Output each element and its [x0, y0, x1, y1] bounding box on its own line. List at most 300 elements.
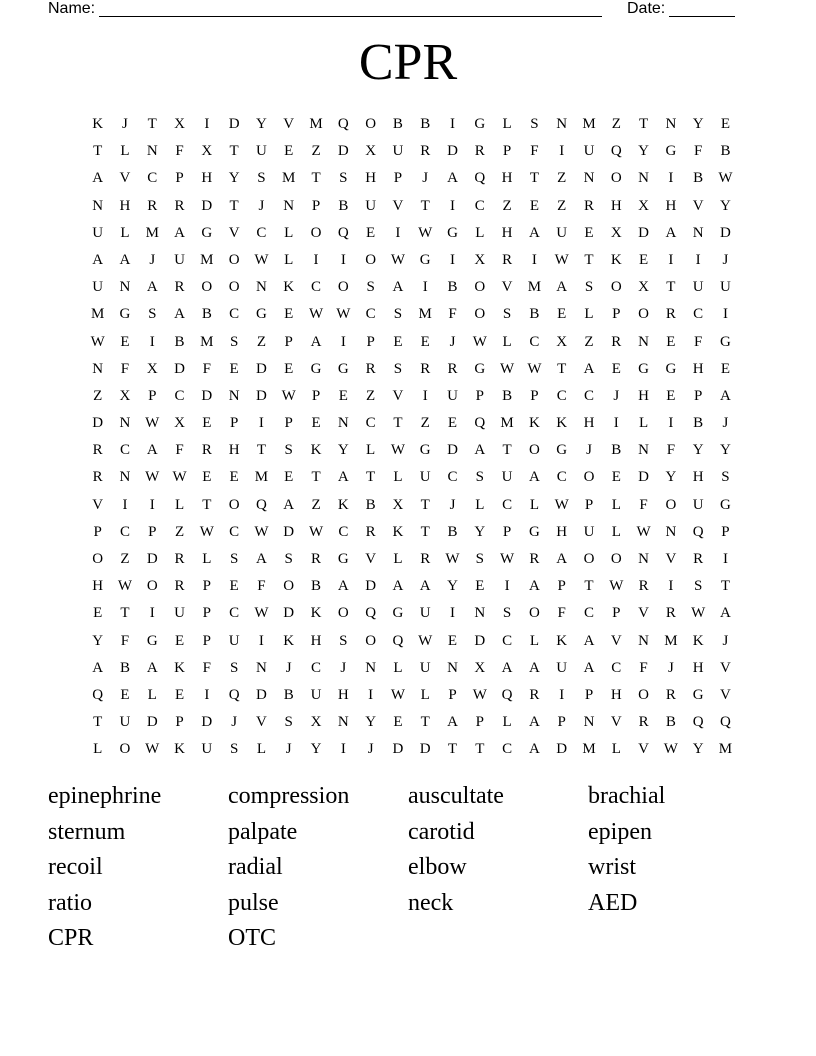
grid-letter[interactable]: W	[609, 578, 624, 595]
grid-letter[interactable]: S	[339, 170, 348, 187]
grid-letter[interactable]: A	[528, 578, 540, 595]
grid-letter[interactable]: V	[365, 551, 377, 567]
grid-letter[interactable]: C	[502, 741, 513, 758]
grid-letter[interactable]: Z	[366, 387, 376, 404]
grid-letter[interactable]: E	[366, 224, 376, 241]
grid-letter[interactable]: R	[201, 442, 212, 459]
grid-letter[interactable]: Y	[365, 714, 377, 731]
grid-letter[interactable]: Z	[502, 197, 512, 214]
grid-letter[interactable]: D	[556, 741, 568, 758]
grid-letter[interactable]: H	[583, 415, 595, 432]
grid-letter[interactable]: B	[420, 116, 431, 132]
grid-letter[interactable]: J	[613, 387, 620, 404]
grid-letter[interactable]: E	[420, 333, 430, 350]
grid-letter[interactable]: U	[556, 659, 568, 676]
grid-letter[interactable]: Q	[337, 224, 349, 241]
grid-letter[interactable]: V	[638, 741, 649, 758]
grid-letter[interactable]: T	[311, 469, 321, 486]
grid-letter[interactable]: A	[583, 632, 595, 649]
grid-letter[interactable]: C	[311, 659, 322, 676]
grid-letter[interactable]: J	[722, 251, 729, 268]
grid-letter[interactable]: T	[720, 578, 731, 595]
grid-letter[interactable]: E	[666, 333, 676, 350]
grid-letter[interactable]: P	[393, 170, 403, 187]
grid-letter[interactable]: U	[419, 469, 431, 486]
grid-letter[interactable]: O	[92, 551, 104, 567]
grid-letter[interactable]: W	[254, 605, 269, 622]
grid-letter[interactable]: A	[174, 224, 185, 241]
grid-letter[interactable]: E	[284, 306, 294, 323]
grid-letter[interactable]: Q	[720, 714, 731, 731]
grid-letter[interactable]: H	[92, 578, 104, 595]
grid-letter[interactable]: E	[393, 714, 403, 731]
grid-letter[interactable]: V	[92, 496, 104, 513]
grid-letter[interactable]: R	[420, 551, 431, 567]
grid-letter[interactable]: T	[475, 741, 485, 758]
grid-letter[interactable]: E	[311, 415, 321, 432]
grid-letter[interactable]: U	[583, 143, 595, 160]
grid-letter[interactable]: W	[691, 605, 706, 622]
grid-letter[interactable]: N	[146, 143, 158, 160]
grid-letter[interactable]: A	[583, 360, 595, 377]
grid-letter[interactable]: B	[693, 170, 704, 187]
grid-letter[interactable]: Q	[228, 686, 240, 703]
grid-letter[interactable]: B	[119, 659, 130, 676]
grid-letter[interactable]: O	[365, 251, 377, 268]
grid-letter[interactable]: H	[692, 659, 704, 676]
grid-letter[interactable]: G	[692, 686, 704, 703]
grid-letter[interactable]: W	[308, 523, 324, 540]
grid-letter[interactable]: M	[664, 632, 678, 649]
grid-letter[interactable]: X	[146, 360, 158, 377]
grid-letter[interactable]: Z	[93, 387, 103, 404]
grid-letter[interactable]: P	[202, 605, 211, 622]
grid-letter[interactable]: S	[284, 442, 293, 459]
grid-letter[interactable]: F	[175, 143, 184, 160]
grid-letter[interactable]: H	[610, 197, 622, 214]
grid-letter[interactable]: R	[529, 551, 540, 567]
grid-letter[interactable]: L	[611, 496, 621, 513]
grid-letter[interactable]: F	[530, 143, 539, 160]
grid-letter[interactable]: C	[447, 469, 458, 486]
grid-letter[interactable]: A	[447, 714, 458, 731]
grid-letter[interactable]: N	[92, 360, 104, 377]
grid-letter[interactable]: S	[229, 659, 239, 676]
grid-letter[interactable]: Z	[256, 333, 267, 350]
grid-letter[interactable]: V	[610, 632, 622, 649]
grid-letter[interactable]: V	[392, 387, 404, 404]
grid-letter[interactable]: J	[367, 741, 374, 758]
grid-letter[interactable]: E	[475, 578, 485, 595]
grid-letter[interactable]: G	[720, 333, 731, 350]
grid-letter[interactable]: T	[529, 170, 539, 187]
grid-letter[interactable]: C	[338, 523, 349, 540]
grid-letter[interactable]: L	[256, 741, 267, 758]
grid-letter[interactable]: T	[420, 197, 430, 214]
grid-letter[interactable]: N	[692, 224, 704, 241]
grid-letter[interactable]: M	[582, 116, 596, 132]
grid-letter[interactable]: M	[309, 116, 323, 132]
grid-letter[interactable]: M	[582, 741, 596, 758]
grid-letter[interactable]: T	[256, 442, 267, 459]
grid-letter[interactable]: I	[559, 686, 565, 703]
grid-letter[interactable]: O	[201, 279, 213, 296]
grid-letter[interactable]: Y	[692, 442, 704, 459]
grid-letter[interactable]: D	[447, 442, 458, 459]
grid-letter[interactable]: A	[474, 442, 486, 459]
grid-letter[interactable]: W	[117, 578, 133, 595]
grid-letter[interactable]: B	[283, 686, 294, 703]
grid-letter[interactable]: A	[119, 251, 131, 268]
grid-letter[interactable]: C	[174, 387, 185, 404]
grid-letter[interactable]: Q	[692, 523, 704, 540]
grid-letter[interactable]: L	[93, 741, 103, 758]
grid-letter[interactable]: D	[337, 143, 349, 160]
grid-letter[interactable]: W	[500, 360, 515, 377]
grid-letter[interactable]: H	[228, 442, 240, 459]
date-field[interactable]	[627, 0, 735, 17]
grid-letter[interactable]: N	[638, 442, 649, 459]
grid-letter[interactable]: N	[337, 714, 349, 731]
grid-letter[interactable]: E	[202, 415, 212, 432]
grid-letter[interactable]: E	[120, 333, 130, 350]
grid-letter[interactable]: I	[149, 496, 155, 513]
grid-letter[interactable]: R	[665, 306, 676, 323]
grid-letter[interactable]: S	[721, 469, 730, 486]
grid-letter[interactable]: Q	[610, 143, 622, 160]
grid-letter[interactable]: N	[556, 116, 568, 132]
grid-letter[interactable]: W	[145, 469, 160, 486]
grid-letter[interactable]: C	[502, 496, 513, 513]
grid-letter[interactable]: A	[256, 551, 267, 567]
grid-letter[interactable]: A	[720, 605, 731, 622]
grid-letter[interactable]: S	[229, 741, 239, 758]
grid-letter[interactable]: R	[693, 551, 704, 567]
grid-letter[interactable]: Y	[310, 741, 322, 758]
grid-letter[interactable]: H	[310, 632, 322, 649]
grid-letter[interactable]: H	[556, 523, 568, 540]
grid-letter[interactable]: W	[145, 741, 160, 758]
grid-letter[interactable]: I	[722, 551, 728, 567]
grid-letter[interactable]: L	[366, 442, 376, 459]
grid-letter[interactable]: J	[722, 415, 729, 432]
grid-letter[interactable]: A	[146, 279, 158, 296]
grid-letter[interactable]: F	[202, 659, 211, 676]
grid-letter[interactable]: C	[229, 306, 240, 323]
grid-letter[interactable]: O	[365, 632, 377, 649]
grid-letter[interactable]: X	[556, 333, 568, 350]
grid-letter[interactable]: M	[527, 279, 542, 296]
grid-letter[interactable]: C	[474, 197, 485, 214]
grid-letter[interactable]: E	[393, 333, 403, 350]
grid-letter[interactable]: R	[92, 442, 103, 459]
grid-letter[interactable]: B	[311, 578, 322, 595]
grid-letter[interactable]: D	[228, 116, 240, 132]
grid-letter[interactable]: W	[663, 741, 678, 758]
grid-letter[interactable]: K	[283, 632, 295, 649]
grid-letter[interactable]: D	[256, 686, 267, 703]
grid-letter[interactable]: X	[638, 279, 649, 296]
grid-letter[interactable]: Y	[228, 170, 240, 187]
grid-letter[interactable]: C	[229, 605, 240, 622]
grid-letter[interactable]: E	[120, 686, 130, 703]
grid-letter[interactable]: H	[501, 170, 513, 187]
grid-letter[interactable]: X	[201, 143, 213, 160]
grid-letter[interactable]: P	[175, 714, 184, 731]
grid-letter[interactable]: T	[584, 251, 594, 268]
grid-letter[interactable]: D	[419, 741, 431, 758]
grid-letter[interactable]: U	[392, 143, 404, 160]
grid-letter[interactable]: H	[692, 360, 704, 377]
name-blank-line[interactable]	[99, 2, 602, 17]
grid-letter[interactable]: G	[256, 306, 267, 323]
grid-letter[interactable]: P	[721, 523, 730, 540]
grid-letter[interactable]: A	[528, 224, 540, 241]
grid-letter[interactable]: I	[450, 116, 455, 132]
grid-letter[interactable]: O	[228, 496, 240, 513]
grid-letter[interactable]: S	[284, 551, 293, 567]
grid-letter[interactable]: W	[390, 686, 405, 703]
grid-letter[interactable]: B	[720, 143, 731, 160]
grid-letter[interactable]: C	[583, 605, 594, 622]
grid-letter[interactable]: E	[284, 143, 294, 160]
grid-letter[interactable]: S	[339, 632, 348, 649]
grid-letter[interactable]: W	[90, 333, 105, 350]
grid-letter[interactable]: O	[665, 496, 677, 513]
grid-letter[interactable]: N	[638, 632, 649, 649]
grid-letter[interactable]: A	[447, 170, 458, 187]
grid-letter[interactable]: A	[337, 469, 349, 486]
grid-letter[interactable]: Z	[584, 333, 594, 350]
grid-letter[interactable]: N	[365, 659, 377, 676]
grid-letter[interactable]: H	[337, 686, 349, 703]
grid-letter[interactable]: B	[665, 714, 676, 731]
grid-letter[interactable]: D	[447, 143, 458, 160]
grid-letter[interactable]: E	[557, 306, 567, 323]
grid-letter[interactable]: P	[502, 523, 512, 540]
grid-letter[interactable]: R	[583, 197, 594, 214]
grid-letter[interactable]: L	[120, 143, 130, 160]
grid-letter[interactable]: O	[474, 279, 486, 296]
grid-letter[interactable]: R	[529, 686, 540, 703]
grid-letter[interactable]: A	[92, 251, 104, 268]
grid-letter[interactable]: W	[418, 224, 433, 241]
grid-letter[interactable]: W	[390, 251, 405, 268]
grid-letter[interactable]: W	[472, 686, 487, 703]
grid-letter[interactable]: O	[528, 442, 540, 459]
grid-letter[interactable]: E	[174, 632, 185, 649]
grid-letter[interactable]: T	[93, 714, 103, 731]
grid-letter[interactable]: W	[418, 632, 433, 649]
grid-letter[interactable]: V	[610, 714, 622, 731]
grid-letter[interactable]: D	[392, 741, 404, 758]
grid-letter[interactable]: L	[475, 496, 485, 513]
grid-letter[interactable]: O	[228, 279, 240, 296]
grid-letter[interactable]: M	[500, 415, 514, 432]
grid-letter[interactable]: I	[504, 578, 510, 595]
grid-letter[interactable]: R	[638, 714, 649, 731]
grid-letter[interactable]: A	[528, 741, 540, 758]
grid-letter[interactable]: S	[393, 360, 403, 377]
grid-letter[interactable]: I	[695, 251, 701, 268]
grid-letter[interactable]: K	[283, 279, 295, 296]
grid-letter[interactable]: I	[613, 415, 619, 432]
grid-letter[interactable]: D	[283, 605, 295, 622]
grid-letter[interactable]: P	[557, 578, 566, 595]
grid-letter[interactable]: A	[146, 442, 158, 459]
grid-letter[interactable]: W	[636, 523, 651, 540]
grid-letter[interactable]: U	[692, 279, 704, 296]
grid-letter[interactable]: P	[448, 686, 457, 703]
grid-letter[interactable]: I	[368, 686, 374, 703]
grid-letter[interactable]: S	[584, 279, 594, 296]
grid-letter[interactable]: M	[200, 333, 214, 350]
grid-letter[interactable]: U	[419, 605, 431, 622]
grid-letter[interactable]: T	[147, 116, 157, 132]
grid-letter[interactable]: R	[502, 251, 513, 268]
grid-letter[interactable]: X	[365, 143, 377, 160]
grid-letter[interactable]: F	[202, 360, 211, 377]
grid-letter[interactable]: E	[720, 360, 731, 377]
grid-letter[interactable]: N	[119, 415, 131, 432]
grid-letter[interactable]: P	[475, 387, 484, 404]
grid-letter[interactable]: Q	[474, 415, 486, 432]
grid-letter[interactable]: I	[668, 415, 674, 432]
grid-letter[interactable]: Q	[501, 686, 513, 703]
grid-letter[interactable]: I	[340, 741, 346, 758]
grid-letter[interactable]: M	[90, 306, 105, 323]
grid-letter[interactable]: E	[611, 469, 621, 486]
grid-letter[interactable]: J	[667, 659, 674, 676]
grid-letter[interactable]: Y	[665, 469, 677, 486]
grid-letter[interactable]: G	[447, 224, 458, 241]
grid-letter[interactable]: C	[365, 306, 376, 323]
grid-letter[interactable]: J	[258, 197, 265, 214]
grid-letter[interactable]: P	[366, 333, 375, 350]
grid-letter[interactable]: O	[638, 306, 649, 323]
grid-letter[interactable]: M	[282, 170, 296, 187]
grid-letter[interactable]: L	[284, 251, 294, 268]
grid-letter[interactable]: Y	[474, 523, 486, 540]
grid-letter[interactable]: G	[720, 496, 731, 513]
grid-letter[interactable]: N	[638, 170, 649, 187]
grid-letter[interactable]: R	[365, 360, 376, 377]
grid-letter[interactable]: O	[610, 279, 622, 296]
grid-letter[interactable]: Y	[720, 442, 731, 459]
grid-letter[interactable]: G	[337, 360, 349, 377]
grid-letter[interactable]: T	[420, 714, 430, 731]
grid-letter[interactable]: L	[611, 741, 621, 758]
grid-letter[interactable]: I	[122, 496, 128, 513]
grid-letter[interactable]: K	[610, 251, 622, 268]
grid-letter[interactable]: X	[474, 251, 486, 268]
grid-letter[interactable]: G	[419, 442, 431, 459]
grid-letter[interactable]: Z	[120, 551, 130, 567]
grid-letter[interactable]: P	[694, 387, 703, 404]
grid-letter[interactable]: E	[284, 469, 294, 486]
grid-letter[interactable]: Z	[311, 143, 321, 160]
grid-letter[interactable]: S	[366, 279, 375, 296]
grid-letter[interactable]: B	[338, 197, 349, 214]
grid-letter[interactable]: H	[201, 170, 213, 187]
grid-letter[interactable]: I	[668, 170, 674, 187]
grid-letter[interactable]: N	[638, 551, 649, 567]
grid-letter[interactable]: T	[584, 578, 594, 595]
grid-letter[interactable]: N	[638, 333, 649, 350]
grid-letter[interactable]: D	[283, 523, 295, 540]
grid-letter[interactable]: R	[447, 360, 458, 377]
grid-letter[interactable]: A	[556, 279, 568, 296]
grid-letter[interactable]: P	[612, 605, 621, 622]
grid-letter[interactable]: Y	[92, 632, 104, 649]
grid-letter[interactable]: W	[500, 551, 515, 567]
grid-letter[interactable]: I	[340, 251, 346, 268]
grid-letter[interactable]: C	[693, 306, 704, 323]
grid-letter[interactable]: P	[530, 387, 539, 404]
grid-letter[interactable]: B	[611, 442, 622, 459]
grid-letter[interactable]: U	[119, 714, 131, 731]
grid-letter[interactable]: J	[285, 659, 292, 676]
grid-letter[interactable]: N	[337, 415, 349, 432]
grid-letter[interactable]: A	[419, 578, 431, 595]
grid-letter[interactable]: H	[365, 170, 377, 187]
grid-letter[interactable]: E	[720, 116, 731, 132]
grid-letter[interactable]: D	[365, 578, 377, 595]
grid-letter[interactable]: P	[93, 523, 102, 540]
grid-letter[interactable]: P	[175, 170, 184, 187]
grid-letter[interactable]: P	[229, 415, 239, 432]
grid-letter[interactable]: R	[174, 197, 185, 214]
grid-letter[interactable]: U	[174, 251, 185, 268]
grid-letter[interactable]: R	[174, 279, 185, 296]
grid-letter[interactable]: A	[528, 714, 540, 731]
grid-letter[interactable]: Z	[557, 170, 567, 187]
grid-letter[interactable]: A	[310, 333, 322, 350]
grid-letter[interactable]: P	[311, 197, 321, 214]
grid-letter[interactable]: D	[638, 469, 649, 486]
grid-letter[interactable]: P	[475, 714, 484, 731]
grid-letter[interactable]: U	[692, 496, 704, 513]
grid-letter[interactable]: Y	[692, 116, 704, 132]
grid-letter[interactable]: A	[528, 659, 540, 676]
grid-letter[interactable]: A	[720, 387, 731, 404]
grid-letter[interactable]: G	[310, 360, 322, 377]
grid-letter[interactable]: Q	[474, 170, 486, 187]
grid-letter[interactable]: K	[556, 632, 568, 649]
grid-letter[interactable]: F	[120, 360, 130, 377]
grid-letter[interactable]: B	[365, 496, 376, 513]
grid-letter[interactable]: J	[122, 116, 128, 132]
grid-letter[interactable]: T	[420, 496, 430, 513]
grid-letter[interactable]: Y	[337, 442, 349, 459]
grid-letter[interactable]: X	[610, 224, 622, 241]
grid-letter[interactable]: M	[254, 469, 269, 486]
grid-letter[interactable]: U	[556, 224, 568, 241]
grid-letter[interactable]: S	[694, 578, 703, 595]
grid-letter[interactable]: L	[584, 306, 594, 323]
grid-letter[interactable]: K	[310, 442, 322, 459]
grid-letter[interactable]: C	[611, 659, 622, 676]
grid-letter[interactable]: L	[529, 632, 539, 649]
grid-letter[interactable]: U	[365, 197, 377, 214]
grid-letter[interactable]: P	[311, 387, 321, 404]
grid-letter[interactable]: I	[668, 251, 674, 268]
grid-letter[interactable]: V	[228, 224, 240, 241]
grid-letter[interactable]: N	[283, 197, 295, 214]
grid-letter[interactable]: W	[145, 415, 160, 432]
grid-letter[interactable]: I	[149, 333, 155, 350]
grid-letter[interactable]: O	[310, 224, 322, 241]
